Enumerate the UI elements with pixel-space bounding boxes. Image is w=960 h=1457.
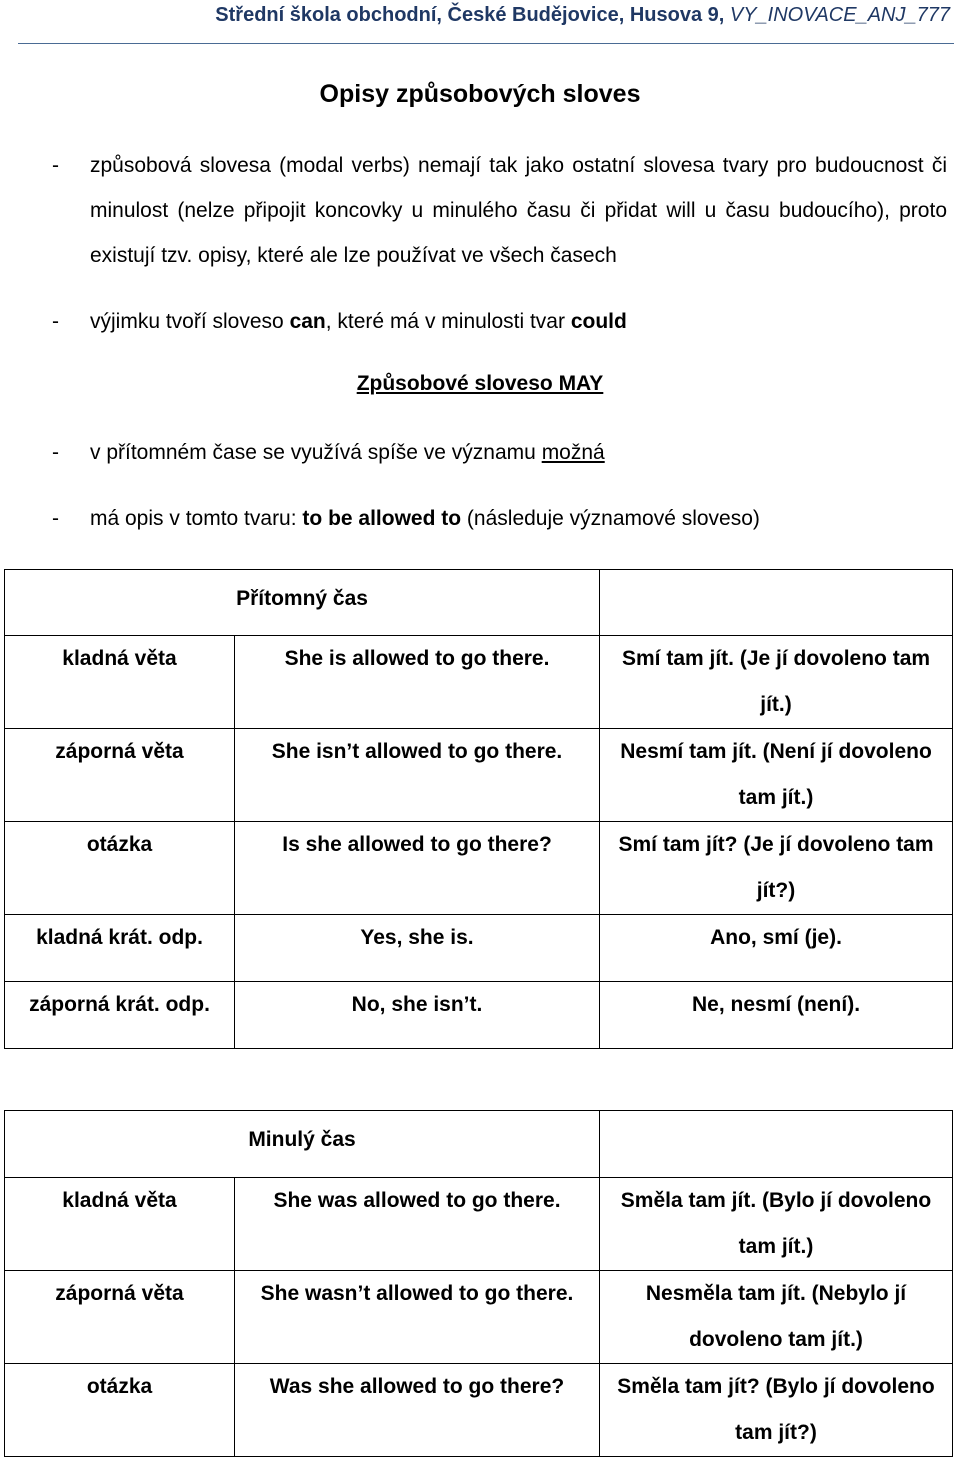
bullet-text — [90, 299, 947, 344]
row-english: Is she allowed to go there? — [235, 822, 600, 915]
term-mozna: možná — [541, 441, 605, 464]
row-label: záporná věta — [5, 1271, 235, 1364]
bullet-text: způsobová slovesa (modal verbs) nemají tak jako ostatní slovesa tvary pro budoucnost či minulost (nelze připojit koncovky u minulého času či přidat will u času budoucího), proto existují tzv. opisy, které ale lze používat ve všech časech — [90, 154, 947, 267]
section-heading-may: Způsobové sloveso MAY — [356, 372, 604, 395]
term-could: could — [570, 310, 627, 333]
row-label: záporná věta — [5, 729, 235, 822]
row-label: kladná krát. odp. — [5, 915, 235, 982]
header-divider — [18, 43, 954, 44]
bullet-form — [52, 496, 947, 541]
row-english: She is allowed to go there. — [235, 636, 600, 729]
header-text — [215, 4, 950, 27]
bullet-dash: - — [52, 154, 59, 177]
bullet-dash: - — [52, 310, 59, 333]
row-english: Yes, she is. — [235, 915, 600, 982]
row-label: otázka — [5, 1364, 235, 1457]
text-run: má opis v tomto tvaru: — [90, 507, 303, 530]
row-english: Was she allowed to go there? — [235, 1364, 600, 1457]
bullet-text — [90, 496, 947, 541]
row-english: She was allowed to go there. — [235, 1178, 600, 1271]
bullet-modal-verbs — [52, 143, 947, 278]
bullet-exception — [52, 299, 947, 344]
bullet-text — [90, 430, 947, 475]
row-czech: Ne, nesmí (není). — [600, 982, 953, 1049]
present-tense-table — [4, 569, 953, 1049]
table-heading: Přítomný čas — [5, 570, 600, 636]
row-czech: Smí tam jít. (Je jí dovoleno tam jít.) — [600, 636, 953, 729]
text-run: výjimku tvoří sloveso — [90, 310, 290, 333]
row-label: záporná krát. odp. — [5, 982, 235, 1049]
text-run: (následuje významové sloveso) — [461, 507, 760, 530]
row-czech: Nesměla tam jít. (Nebylo jí dovoleno tam jít.) — [600, 1271, 953, 1364]
row-czech: Nesmí tam jít. (Není jí dovoleno tam jít.) — [600, 729, 953, 822]
header-code: VY_INOVACE_ANJ_777 — [729, 4, 950, 26]
row-label: otázka — [5, 822, 235, 915]
bullet-meaning — [52, 430, 947, 475]
page-header — [0, 0, 960, 46]
page-title: Opisy způsobových sloves — [319, 80, 641, 108]
row-label: kladná věta — [5, 1178, 235, 1271]
row-czech: Ano, smí (je). — [600, 915, 953, 982]
term-can: can — [289, 310, 326, 333]
row-czech: Smí tam jít? (Je jí dovoleno tam jít?) — [600, 822, 953, 915]
text-run: , které má v minulosti tvar — [325, 310, 571, 333]
table-heading-empty — [600, 570, 953, 636]
row-english: No, she isn’t. — [235, 982, 600, 1049]
text-run: v přítomném čase se využívá spíše ve významu — [90, 441, 542, 464]
row-label: kladná věta — [5, 636, 235, 729]
row-czech: Směla tam jít? (Bylo jí dovoleno tam jít?) — [600, 1364, 953, 1457]
row-czech: Směla tam jít. (Bylo jí dovoleno tam jít.) — [600, 1178, 953, 1271]
row-english: She wasn’t allowed to go there. — [235, 1271, 600, 1364]
table-heading-empty — [600, 1111, 953, 1178]
past-tense-table — [4, 1110, 953, 1457]
bullet-dash: - — [52, 441, 59, 464]
row-english: She isn’t allowed to go there. — [235, 729, 600, 822]
bullet-dash: - — [52, 507, 59, 530]
term-to-be-allowed-to: to be allowed to — [302, 507, 462, 530]
table-heading: Minulý čas — [5, 1111, 600, 1178]
header-school: Střední škola obchodní, České Budějovice, Husova 9, — [215, 4, 730, 26]
